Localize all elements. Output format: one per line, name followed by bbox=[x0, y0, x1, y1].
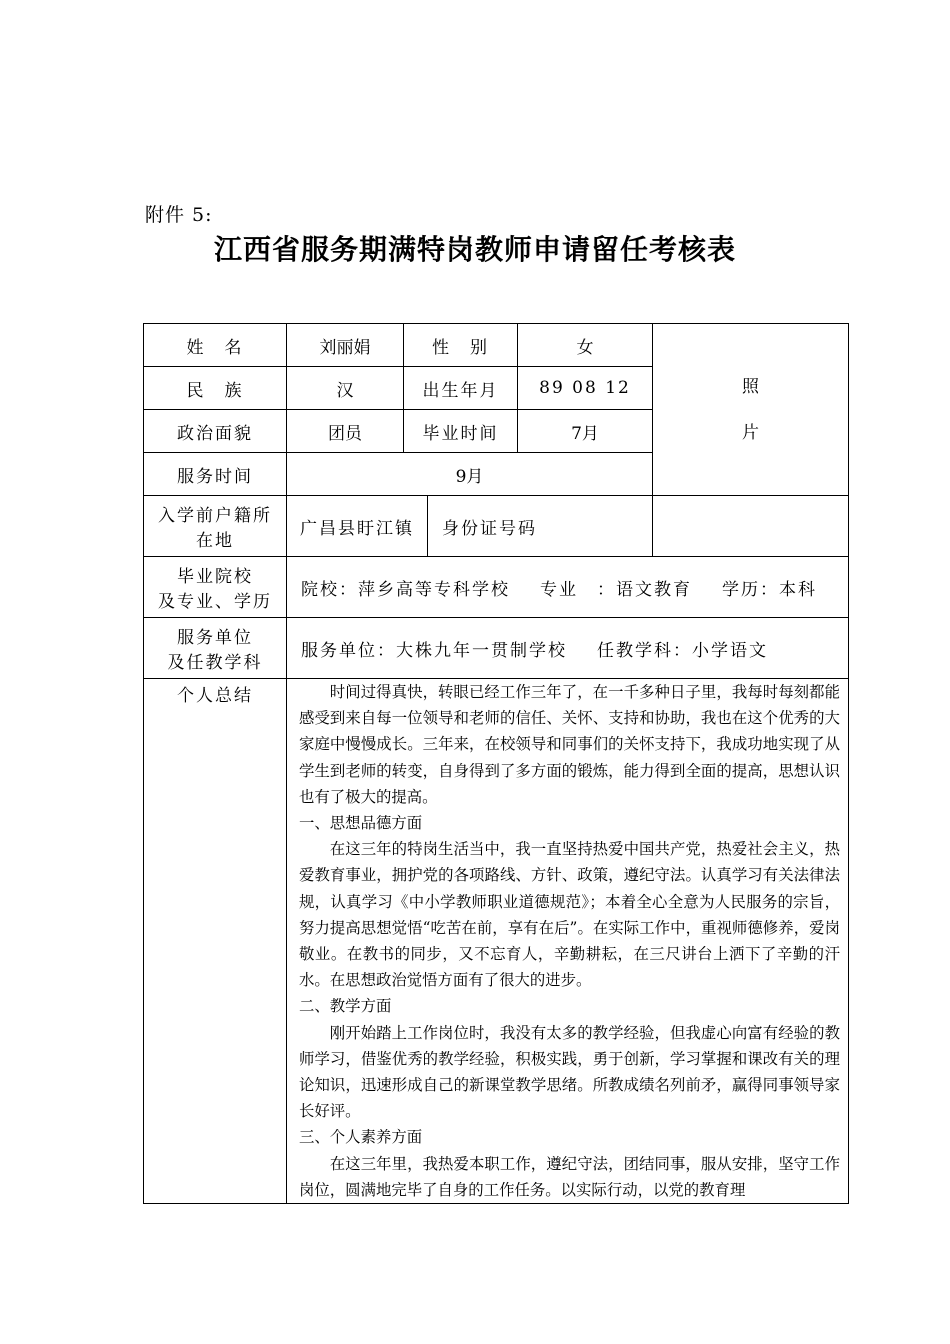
summary-paragraph-1: 时间过得真快，转眼已经工作三年了，在一千多种日子里，我每时每刻都能感受到来自每一位领导和老师的信任、关怀、支持和协助，我也在这个优秀的大家庭中慢慢成长。三年来，在校领导和同事们的关怀支持下，我成功地实现了从学生到老师的转变，自身得到了多方面的锻炼，能力得到全面的提高，思想认识也有了极大的提高。 bbox=[299, 683, 840, 806]
grad-time-label: 毕业时间 bbox=[404, 410, 518, 453]
unit-label bbox=[144, 618, 287, 679]
service-time-value: 9月 bbox=[287, 453, 653, 496]
hukou-label-line-2: 在地 bbox=[196, 531, 234, 551]
unit-label-line-1: 服务单位 bbox=[177, 628, 253, 648]
school-info bbox=[287, 557, 849, 618]
unit-value: 服务单位：大株九年一贯制学校 bbox=[301, 640, 567, 661]
name-value: 刘丽娟 bbox=[287, 324, 404, 367]
ethnicity-value: 汉 bbox=[287, 367, 404, 410]
unit-label-line-2: 及任教学科 bbox=[167, 653, 263, 673]
summary-paragraph-4: 在这三年里，我热爱本职工作，遵纪守法，团结同事，服从安排，坚守工作岗位，圆满地完毕了自身的工作任务。以实际行动，以党的教育理 bbox=[299, 1154, 840, 1199]
form-row-school bbox=[144, 557, 849, 618]
summary-paragraph-3: 刚开始踏上工作岗位时，我没有太多的教学经验，但我虚心向富有经验的教师学习，借鉴优秀的教学经验，积极实践，勇于创新，学习掌握和课改有关的理论知识，迅速形成自己的新课堂教学思绪。所教成绩名列前矛，赢得同事领导家长好评。 bbox=[299, 1023, 840, 1121]
school-label-line-1: 毕业院校 bbox=[177, 567, 253, 587]
id-number-value bbox=[653, 496, 849, 557]
page-title: 江西省服务期满特岗教师申请留任考核表 bbox=[213, 233, 736, 266]
photo-char-2: 片 bbox=[742, 422, 759, 443]
degree-value: 学历：本科 bbox=[722, 579, 817, 600]
summary-heading-2: 二、教学方面 bbox=[299, 997, 392, 1016]
summary-heading-1: 一、思想品德方面 bbox=[299, 814, 423, 833]
hukou-label-line-1: 入学前户籍所 bbox=[158, 506, 272, 526]
attachment-label: 附件 5: bbox=[145, 204, 213, 226]
name-label: 姓 名 bbox=[144, 324, 287, 367]
major-value: 专业 ：语文教育 bbox=[540, 579, 692, 600]
school-value: 院校：萍乡高等专科学校 bbox=[301, 579, 510, 600]
service-time-label: 服务时间 bbox=[144, 453, 287, 496]
birth-value: 89 08 12 bbox=[518, 367, 653, 410]
photo-box bbox=[653, 324, 849, 496]
id-number-label: 身份证号码 bbox=[428, 496, 653, 557]
school-label-line-2: 及专业、学历 bbox=[158, 592, 272, 612]
form-row-hukou bbox=[144, 496, 849, 557]
summary-label: 个人总结 bbox=[144, 679, 287, 1204]
birth-label: 出生年月 bbox=[404, 367, 518, 410]
politics-label: 政治面貌 bbox=[144, 410, 287, 453]
photo-char-1: 照 bbox=[742, 376, 759, 397]
politics-value: 团员 bbox=[287, 410, 404, 453]
form-row-summary bbox=[144, 679, 849, 1204]
summary-paragraph-2: 在这三年的特岗生活当中，我一直坚持热爱中国共产党，热爱社会主义，热爱教育事业，拥护党的各项路线、方针、政策，遵纪守法。认真学习有关法律法规，认真学习《中小学教师职业道德规范》；本着全心全意为人民服务的宗旨，努力提高思想觉悟“吃苦在前，享有在后”。在实际工作中，重视师德修养，爱岗敬业。在教书的同步，又不忘育人，辛勤耕耘，在三尺讲台上洒下了辛勤的汗水。在思想政治觉悟方面有了很大的进步。 bbox=[299, 840, 840, 990]
form-row-unit bbox=[144, 618, 849, 679]
gender-value: 女 bbox=[518, 324, 653, 367]
summary-heading-3: 三、个人素养方面 bbox=[299, 1128, 423, 1147]
ethnicity-label: 民 族 bbox=[144, 367, 287, 410]
subject-value: 任教学科：小学语文 bbox=[597, 640, 768, 661]
school-label bbox=[144, 557, 287, 618]
unit-info bbox=[287, 618, 849, 679]
summary-text bbox=[287, 679, 849, 1204]
hukou-label bbox=[144, 496, 287, 557]
assessment-form-table bbox=[143, 323, 849, 1204]
form-row-name bbox=[144, 324, 849, 367]
grad-time-value: 7月 bbox=[518, 410, 653, 453]
gender-label: 性 别 bbox=[404, 324, 518, 367]
hukou-value: 广昌县盱江镇 bbox=[287, 496, 428, 557]
